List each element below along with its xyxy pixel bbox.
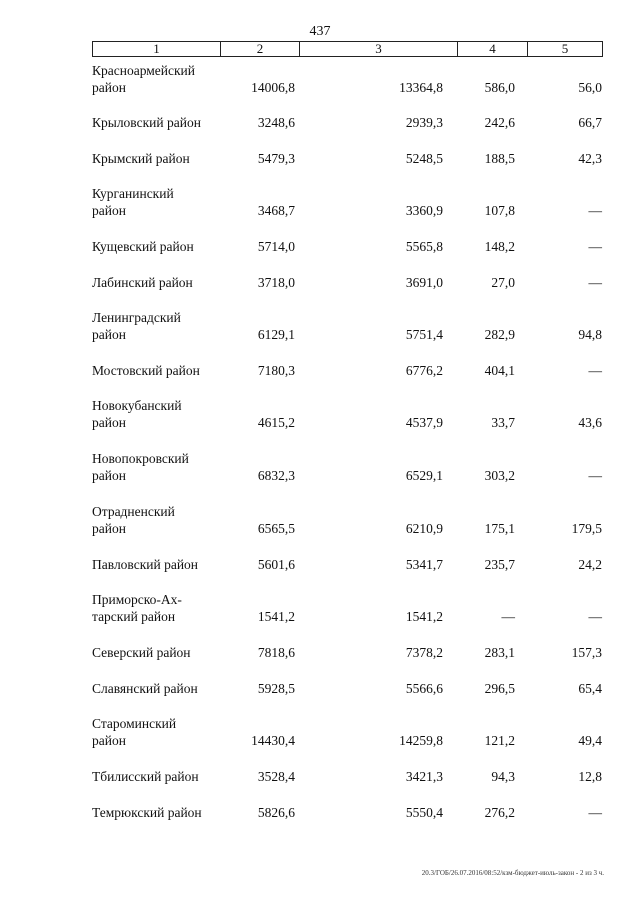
header-col-4: 4: [458, 42, 528, 56]
cell-c5: 43,6: [578, 415, 602, 430]
cell-c4: 282,9: [484, 327, 515, 342]
cell-c2: 6832,3: [257, 468, 295, 483]
table-header: [92, 41, 603, 57]
cell-c5: 42,3: [578, 151, 602, 166]
cell-c3: 3360,9: [405, 203, 443, 218]
header-col-2: 2: [221, 42, 300, 56]
district-name-line: Крыловский район: [92, 115, 201, 130]
cell-c5: 24,2: [578, 557, 602, 572]
cell-c5: 49,4: [578, 733, 602, 748]
header-col-5: 5: [561, 41, 569, 56]
cell-c2: 7180,3: [257, 363, 295, 378]
cell-c5: 12,8: [578, 769, 602, 784]
district-name: [92, 362, 232, 379]
cell-c3: 14259,8: [399, 733, 443, 748]
district-name-line: Тбилисский район: [92, 769, 199, 784]
district-name-line: Павловский район: [92, 557, 199, 572]
cell-c3: 3691,0: [405, 275, 443, 290]
district-name-line: Приморско-Ах-: [92, 592, 182, 607]
district-name-line: Староминский: [92, 716, 177, 731]
cell-c5: —: [588, 609, 602, 624]
district-name: [92, 680, 232, 697]
cell-c2: 14006,8: [251, 80, 295, 95]
cell-c3: 5550,4: [405, 805, 443, 820]
cell-c5: —: [588, 468, 602, 483]
cell-c4: —: [501, 609, 515, 624]
district-name-line: Красноармейский: [92, 63, 196, 78]
footer-stamp: 20.3/ГОБ/26.07.2016/08:52/кзм-бюджет-июль-закон - 2 из 3 ч.: [421, 869, 604, 877]
district-name-line: Крымский район: [92, 151, 190, 166]
district-name-line: Северский район: [92, 645, 191, 660]
district-name: [92, 591, 232, 625]
cell-c4: 148,2: [484, 239, 515, 254]
district-name-line: Новопокровский: [92, 451, 189, 466]
cell-c2: 7818,6: [257, 645, 295, 660]
district-name: [92, 450, 232, 484]
cell-c5: 65,4: [578, 681, 602, 696]
cell-c4: 283,1: [484, 645, 515, 660]
cell-c3: 6776,2: [405, 363, 443, 378]
cell-c3: 5565,8: [405, 239, 443, 254]
cell-c4: 94,3: [491, 769, 515, 784]
cell-c3: 1541,2: [405, 609, 443, 624]
cell-c2: 5826,6: [257, 805, 295, 820]
cell-c3: 4537,9: [405, 415, 443, 430]
cell-c5: —: [588, 275, 602, 290]
cell-c5: —: [588, 363, 602, 378]
cell-c2: 4615,2: [257, 415, 295, 430]
district-name-line: район: [92, 733, 126, 748]
district-name: [92, 185, 232, 219]
cell-c5: —: [588, 203, 602, 218]
cell-c4: 121,2: [484, 733, 515, 748]
cell-c2: 5601,6: [257, 557, 295, 572]
cell-c3: 5566,6: [405, 681, 443, 696]
district-name: [92, 644, 232, 661]
cell-c5: 157,3: [571, 645, 602, 660]
district-name-line: Мостовский район: [92, 363, 200, 378]
cell-c3: 6529,1: [405, 468, 443, 483]
district-name-line: Темрюкский район: [92, 805, 202, 820]
cell-c4: 276,2: [484, 805, 515, 820]
cell-c4: 242,6: [484, 115, 515, 130]
cell-c4: 175,1: [484, 521, 515, 536]
district-name: [92, 768, 232, 785]
district-name: [92, 274, 232, 291]
cell-c2: 14430,4: [251, 733, 295, 748]
cell-c2: 3718,0: [257, 275, 295, 290]
cell-c4: 586,0: [484, 80, 515, 95]
district-name: [92, 397, 232, 431]
district-name-line: район: [92, 203, 126, 218]
cell-c2: 3468,7: [257, 203, 295, 218]
district-name-line: район: [92, 327, 126, 342]
district-name-line: Отрадненский: [92, 504, 175, 519]
cell-c2: 3248,6: [257, 115, 295, 130]
district-name-line: Курганинский: [92, 186, 174, 201]
district-name-line: Славянский район: [92, 681, 198, 696]
cell-c5: 179,5: [571, 521, 602, 536]
cell-c5: 94,8: [578, 327, 602, 342]
district-name: [92, 150, 232, 167]
district-name-line: район: [92, 80, 126, 95]
cell-c2: 5479,3: [257, 151, 295, 166]
district-name: [92, 309, 232, 343]
district-name: [92, 503, 232, 537]
cell-c3: 5751,4: [405, 327, 443, 342]
cell-c4: 188,5: [484, 151, 515, 166]
cell-c3: 2939,3: [405, 115, 443, 130]
cell-c4: 235,7: [484, 557, 515, 572]
cell-c2: 6565,5: [257, 521, 295, 536]
cell-c3: 3421,3: [405, 769, 443, 784]
cell-c4: 27,0: [491, 275, 515, 290]
cell-c3: 5341,7: [405, 557, 443, 572]
cell-c5: —: [588, 805, 602, 820]
cell-c2: 3528,4: [257, 769, 295, 784]
district-name-line: район: [92, 521, 126, 536]
cell-c4: 107,8: [484, 203, 515, 218]
cell-c2: 5928,5: [257, 681, 295, 696]
cell-c4: 33,7: [491, 415, 515, 430]
cell-c3: 7378,2: [405, 645, 443, 660]
cell-c3: 13364,8: [399, 80, 443, 95]
cell-c2: 6129,1: [257, 327, 295, 342]
cell-c3: 6210,9: [405, 521, 443, 536]
district-name: [92, 114, 232, 131]
district-name: [92, 715, 232, 749]
cell-c4: 296,5: [484, 681, 515, 696]
district-name: [92, 238, 232, 255]
district-name-line: район: [92, 468, 126, 483]
cell-c5: —: [588, 239, 602, 254]
cell-c2: 1541,2: [257, 609, 295, 624]
page-number: 437: [309, 24, 331, 39]
cell-c5: 56,0: [578, 80, 602, 95]
district-name: [92, 556, 232, 573]
district-name-line: район: [92, 415, 126, 430]
district-name: [92, 804, 232, 821]
cell-c5: 66,7: [578, 115, 602, 130]
district-name-line: Лабинский район: [92, 275, 193, 290]
district-name-line: Кущевский район: [92, 239, 194, 254]
cell-c3: 5248,5: [405, 151, 443, 166]
district-name: [92, 62, 232, 96]
header-col-3: 3: [300, 42, 458, 56]
cell-c4: 303,2: [484, 468, 515, 483]
cell-c4: 404,1: [484, 363, 515, 378]
district-name-line: Ленинградский: [92, 310, 181, 325]
header-col-1: 1: [93, 42, 221, 56]
cell-c2: 5714,0: [257, 239, 295, 254]
district-name-line: Новокубанский: [92, 398, 182, 413]
district-name-line: тарский район: [92, 609, 176, 624]
